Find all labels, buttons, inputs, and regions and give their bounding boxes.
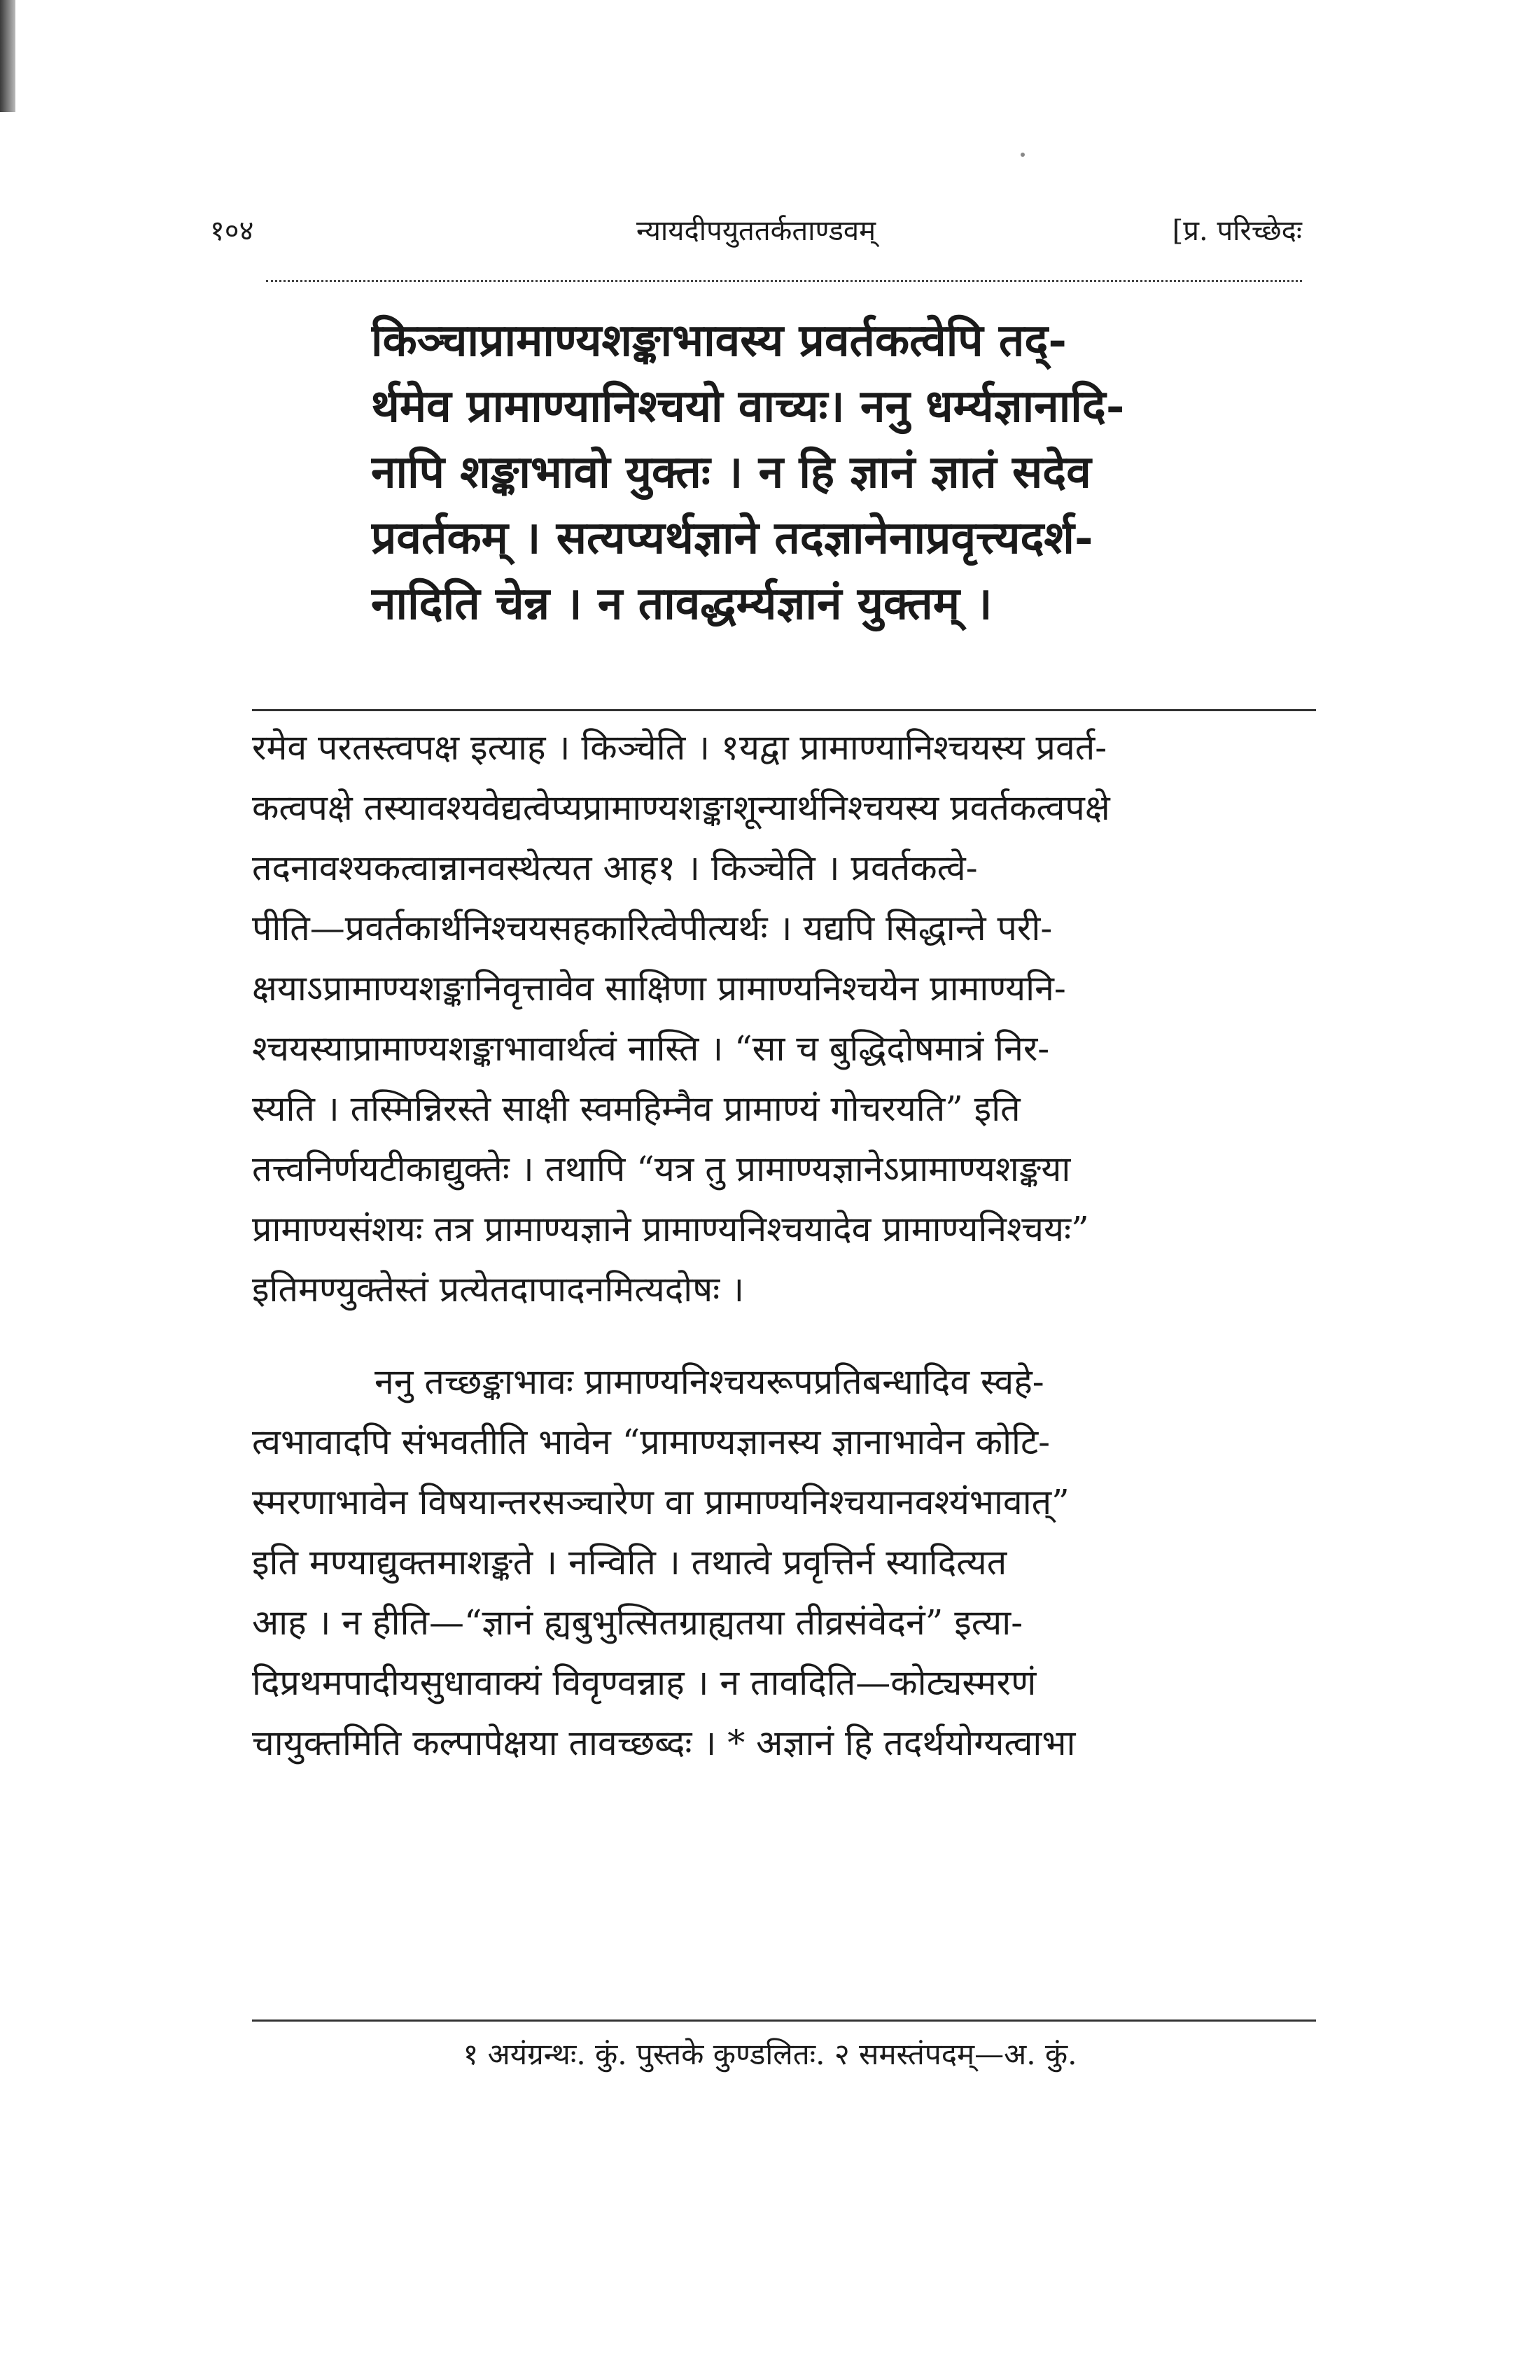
commentary-line: ननु तच्छङ्काभावः प्रामाण्यनिश्चयरूपप्रतिबन्धादिव स्वहे- bbox=[374, 1362, 1044, 1402]
scan-speck bbox=[1021, 153, 1025, 157]
running-title: न्यायदीपयुततर्कताण्डवम् bbox=[636, 215, 876, 247]
commentary-line: तदनावश्यकत्वान्नानवस्थेत्यत आह१ । किञ्चेति । प्रवर्तकत्वे- bbox=[252, 848, 978, 888]
verse-line: नादिति चेन्न । न तावद्धर्म्यज्ञानं युक्तम् । bbox=[371, 578, 993, 630]
section-label: [प्र. परिच्छेदः bbox=[1172, 215, 1302, 247]
commentary-line: प्रामाण्यसंशयः तत्र प्रामाण्यज्ञाने प्रामाण्यनिश्चयादेव प्रामाण्यनिश्चयः” bbox=[252, 1209, 1089, 1250]
paragraph-gap bbox=[252, 1320, 1316, 1352]
commentary-line: स्यति । तस्मिन्निरस्ते साक्षी स्वमहिम्नैव प्रामाण्यं गोचरयति” इति bbox=[252, 1088, 1021, 1129]
commentary-line: चायुक्तमिति कल्पापेक्षया तावच्छब्दः । * अज्ञानं हि तदर्थयोग्यत्वाभा bbox=[252, 1723, 1076, 1763]
footnote: १ अयंग्रन्थः. कुं. पुस्तके कुण्डलितः. २ समस्तंपदम्—अ. कुं. bbox=[463, 2037, 1077, 2071]
commentary-line: पीति—प्रवर्तकार्थनिश्चयसहकारित्वेपीत्यर्थः । यद्यपि सिद्धान्ते परी- bbox=[252, 908, 1053, 948]
page-number: १०४ bbox=[210, 215, 254, 247]
commentary-line: क्षयाऽप्रामाण्यशङ्कानिवृत्तावेव साक्षिणा प्रामाण्यनिश्चयेन प्रामाण्यनि- bbox=[252, 968, 1066, 1009]
commentary-line: कत्वपक्षे तस्यावश्यवेद्यत्वेप्यप्रामाण्यशङ्काशून्यार्थनिश्चयस्य प्रवर्तकत्वपक्षे bbox=[252, 788, 1110, 828]
verse-line: नापि शङ्काभावो युक्तः । न हि ज्ञानं ज्ञातं सदेव bbox=[371, 446, 1091, 498]
header-rule bbox=[266, 280, 1302, 282]
verse-line: प्रवर्तकम् । सत्यप्यर्थज्ञाने तदज्ञानेनाप्रवृत्त्यदर्श- bbox=[371, 512, 1093, 564]
verse-line: किञ्चाप्रामाण्यशङ्काभावस्य प्रवर्तकत्वेपि तद्- bbox=[371, 314, 1067, 367]
verse-commentary-rule bbox=[252, 709, 1316, 711]
commentary-line: त्वभावादपि संभवतीति भावेन “प्रामाण्यज्ञानस्य ज्ञानाभावेन कोटि- bbox=[252, 1422, 1051, 1462]
verse-block bbox=[371, 308, 1260, 637]
commentary-line: तत्त्वनिर्णयटीकाद्युक्तेः । तथापि “यत्र तु प्रामाण्यज्ञानेऽप्रामाण्यशङ्कया bbox=[252, 1149, 1071, 1189]
commentary-line: इतिमण्युक्तेस्तं प्रत्येतदापादनमित्यदोषः । bbox=[252, 1269, 745, 1310]
commentary-line: आह । न हीति—“ज्ञानं ह्यबुभुत्सितग्राह्यतया तीव्रसंवेदनं” इत्या- bbox=[252, 1602, 1023, 1643]
footnote-rule bbox=[252, 2019, 1316, 2022]
scan-edge-shadow bbox=[0, 0, 15, 112]
commentary-block bbox=[252, 718, 1316, 1773]
commentary-line: श्चयस्याप्रामाण्यशङ्काभावार्थत्वं नास्ति । “सा च बुद्धिदोषमात्रं निर- bbox=[252, 1028, 1050, 1069]
commentary-line: दिप्रथमपादीयसुधावाक्यं विवृण्वन्नाह । न तावदिति—कोट्यस्मरणं bbox=[252, 1662, 1037, 1703]
verse-line: र्थमेव प्रामाण्यानिश्चयो वाच्यः। ननु धर्म्यज्ञानादि- bbox=[371, 380, 1125, 433]
commentary-line: इति मण्याद्युक्तमाशङ्कते । नन्विति । तथात्वे प्रवृत्तिर्न स्यादित्यत bbox=[252, 1542, 1007, 1583]
commentary-line: स्मरणाभावेन विषयान्तरसञ्चारेण वा प्रामाण्यनिश्चयानवश्यंभावात्” bbox=[252, 1482, 1070, 1522]
commentary-line: रमेव परतस्त्वपक्ष इत्याह । किञ्चेति । १यद्वा प्रामाण्यानिश्चयस्य प्रवर्त- bbox=[252, 727, 1107, 768]
page-header bbox=[210, 210, 1302, 252]
